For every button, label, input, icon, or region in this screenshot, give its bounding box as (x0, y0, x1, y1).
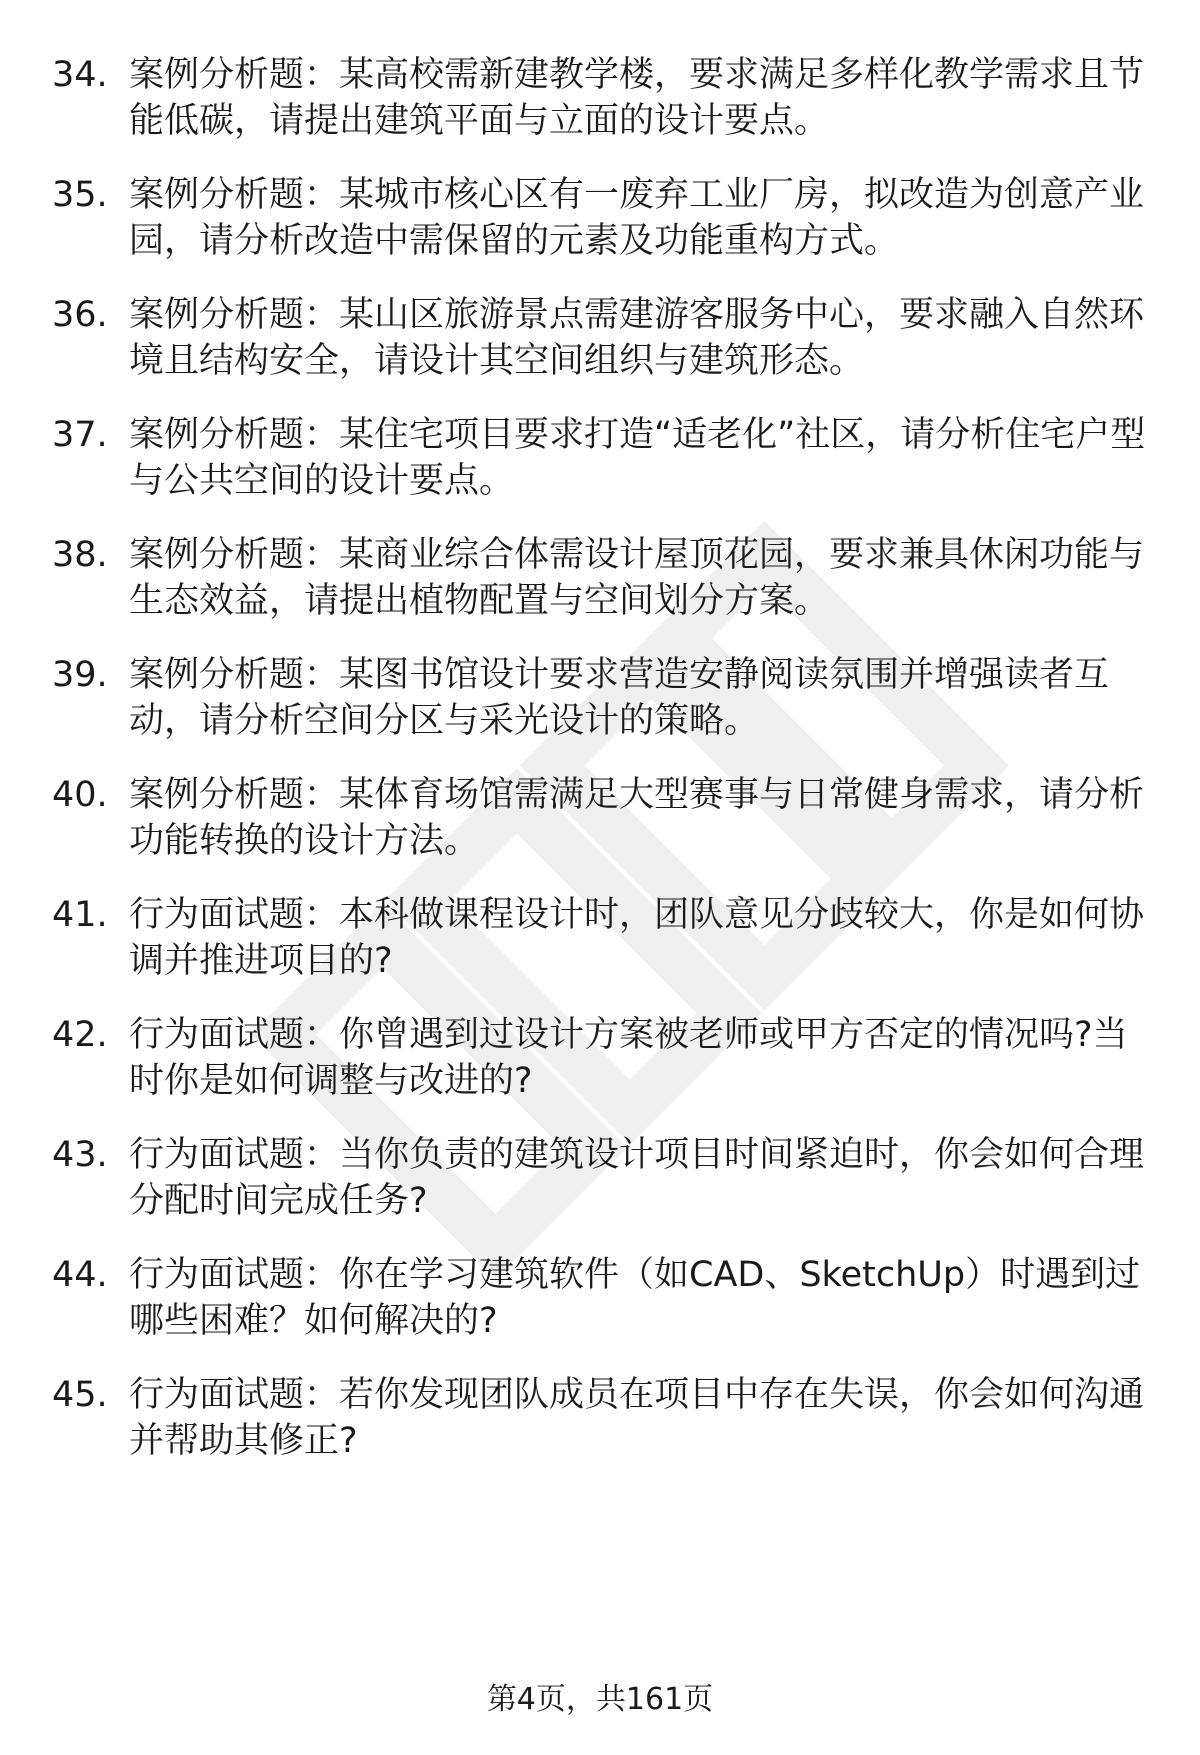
question-number: 45. (52, 1375, 108, 1415)
question-text: 案例分析题：某高校需新建教学楼，要求满足多样化教学需求且节能低碳，请提出建筑平面与立面的设计要点。 (129, 55, 1145, 141)
question-text: 案例分析题：某住宅项目要求打造“适老化”社区，请分析住宅户型与公共空间的设计要点。 (129, 415, 1146, 501)
question-number: 40. (52, 775, 108, 815)
question-number: 43. (52, 1135, 108, 1175)
question-text: 行为面试题：若你发现团队成员在项目中存在失误，你会如何沟通并帮助其修正? (129, 1375, 1145, 1461)
question-text: 案例分析题：某商业综合体需设计屋顶花园，要求兼具休闲功能与生态效益，请提出植物配置与空间划分方案。 (129, 535, 1145, 621)
question-number: 36. (52, 295, 108, 335)
question-text: 行为面试题：当你负责的建筑设计项目时间紧迫时，你会如何合理分配时间完成任务? (129, 1135, 1145, 1221)
question-number: 44. (52, 1255, 108, 1295)
question-text: 行为面试题：本科做课程设计时，团队意见分歧较大，你是如何协调并推进项目的? (129, 895, 1145, 981)
question-text: 案例分析题：某体育场馆需满足大型赛事与日常健身需求，请分析功能转换的设计方法。 (129, 775, 1145, 861)
question-text: 行为面试题：你在学习建筑软件（如CAD、SketchUp）时遇到过哪些困难？如何解决的? (129, 1255, 1141, 1341)
question-number: 37. (52, 415, 108, 455)
question-number: 35. (52, 175, 108, 215)
question-text: 案例分析题：某山区旅游景点需建游客服务中心，要求融入自然环境且结构安全，请设计其空间组织与建筑形态。 (129, 295, 1145, 381)
question-number: 38. (52, 535, 108, 575)
question-number: 41. (52, 895, 108, 935)
question-text: 案例分析题：某图书馆设计要求营造安静阅读氛围并增强读者互动，请分析空间分区与采光设计的策略。 (129, 655, 1110, 741)
question-text: 行为面试题：你曾遇到过设计方案被老师或甲方否定的情况吗?当时你是如何调整与改进的? (129, 1015, 1128, 1101)
question-number: 39. (52, 655, 108, 695)
page-footer: 第4页，共161页 (486, 1682, 714, 1717)
question-text: 案例分析题：某城市核心区有一废弃工业厂房，拟改造为创意产业园，请分析改造中需保留的元素及功能重构方式。 (129, 175, 1145, 261)
question-number: 34. (52, 55, 108, 95)
question-number: 42. (52, 1015, 108, 1055)
